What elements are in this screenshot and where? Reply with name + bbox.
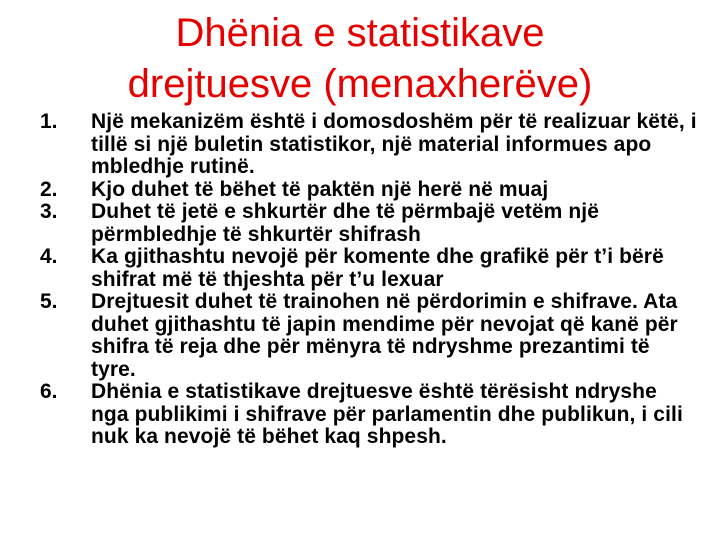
slide-title-line-2: drejtuesve (menaxherëve) <box>127 62 593 106</box>
list-item-number: 1. <box>40 110 58 133</box>
list-item-text: Kjo duhet të bëhet të paktën një herë në muaj <box>91 177 549 201</box>
list-item <box>40 111 700 179</box>
list-item-text: Duhet të jetë e shkurtër dhe të përmbajë vetëm një përmbledhje të shkurtër shifrash <box>91 200 599 246</box>
list-item <box>40 381 700 449</box>
list-item-text: Një mekanizëm është i domosdoshëm për të realizuar këtë, i tillë si një buletin statistikor, një material informues apo mbledhje rutinë. <box>91 110 697 178</box>
list-item-number: 3. <box>40 200 58 223</box>
list-item <box>40 179 700 202</box>
slide-title-line-1: Dhënia e statistikave <box>175 11 545 55</box>
list-item-text: Dhënia e statistikave drejtuesve është tërësisht ndryshe nga publikimi i shifrave për parlamentin dhe publikun, i cili nuk ka nevojë të bëhet kaq shpesh. <box>91 380 683 448</box>
list-item <box>40 201 700 246</box>
slide-title <box>60 8 660 110</box>
list-item-number: 5. <box>40 290 58 313</box>
list-item-number: 6. <box>40 380 58 403</box>
list-item-text: Ka gjithashtu nevojë për komente dhe grafikë për t’i bërë shifrat më të thjeshta për t’u lexuar <box>91 245 664 291</box>
list-item-number: 4. <box>40 245 58 268</box>
list-item-number: 2. <box>40 177 58 201</box>
numbered-list <box>40 111 700 449</box>
list-item-text: Drejtuesit duhet të trainohen në përdorimin e shifrave. Ata duhet gjithashtu të japin mendime për nevojat që kanë për shifra të reja dhe për mënyra të ndryshme prezantimi të tyre. <box>91 290 678 381</box>
list-item <box>40 291 700 381</box>
list-item <box>40 246 700 291</box>
